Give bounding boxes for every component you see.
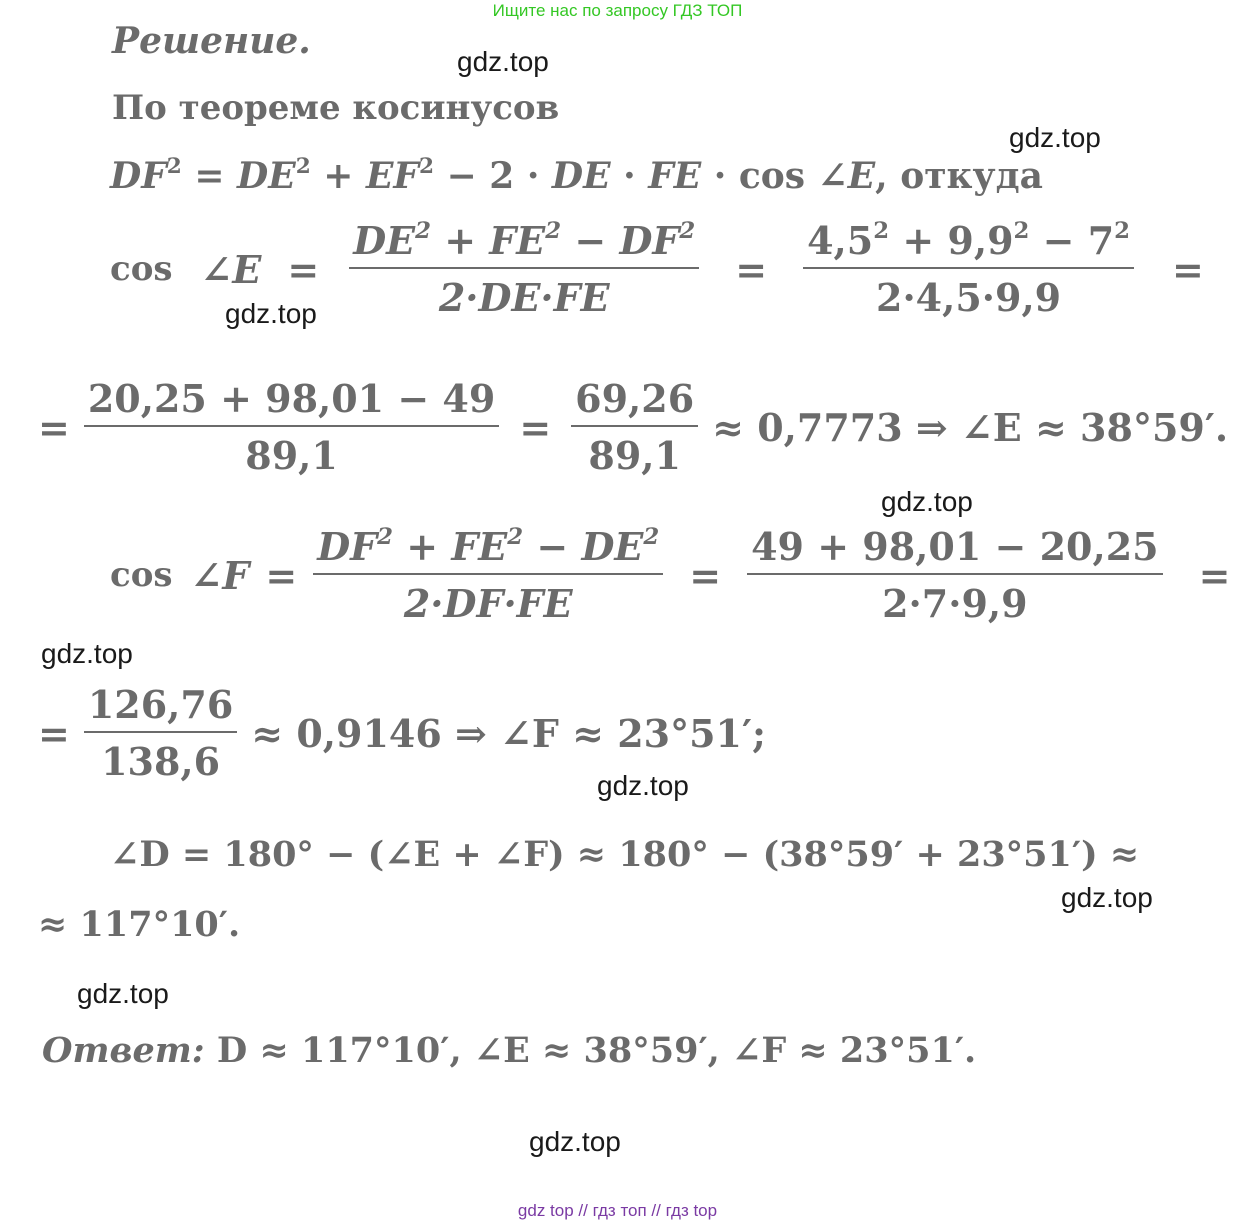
angle-d-line-1: ∠D = 180° − (∠E + ∠F) ≈ 180° − (38°59′ + 23°51′) ≈ <box>110 834 1140 875</box>
num-4-5: 4,5 <box>807 218 874 263</box>
solution-heading: Решение. <box>112 20 311 62</box>
cos-f-equation: cos ∠F = $\frac{DF^2 + FE^2 - DE^2}{2\cdot DF\cdot FE}$ = $\frac{49 + 98,01 - 20,25}{2\cdot 7\cdot 9,9}$ = <box>110 524 1231 626</box>
watermark: gdz.top <box>225 298 317 329</box>
angle-d-line-2: ≈ 117°10′. <box>38 904 241 945</box>
sum-numerator: 20,25 + 98,01 − 49 <box>87 376 496 421</box>
watermark: gdz.top <box>1061 882 1153 913</box>
result-numerator: 126,76 <box>87 682 234 727</box>
cos-f-fraction-numeric <box>747 524 1162 626</box>
result-numerator: 69,26 <box>575 376 695 421</box>
cos-f-fraction-result <box>84 682 237 784</box>
cos-e-fraction-numeric: $\frac{4,5^2 + 9,9^2 - 7^2}{2\cdot 4,5\cdot 9,9}$ <box>803 218 1134 320</box>
watermark: gdz.top <box>881 486 973 517</box>
result-denominator: 138,6 <box>101 739 221 784</box>
fraction-bar <box>747 573 1162 575</box>
cos-f-continuation: = $\frac{126,76}{138,6}$ ≈ 0,9146 ⇒ ∠F ≈ 23°51′; <box>38 682 767 784</box>
cos-e-equation: cos ∠E = $\frac{DE^2 + FE^2 - DF^2}{2\cdot DE\cdot FE}$ = $\frac{4,5^2 + 9,9^2 - 7^2}{2\cdot 4,5\cdot 9,9}$ = <box>110 218 1204 320</box>
fraction-bar <box>84 425 499 427</box>
den-numeric: 2·4,5·9,9 <box>876 275 1062 320</box>
cos-e-fraction-symbolic: $\frac{DE^2 + FE^2 - DF^2}{2\cdot DE\cdot FE}$ <box>349 218 699 320</box>
num-de: DE <box>353 218 416 263</box>
watermark: gdz.top <box>457 46 549 77</box>
num-7: 7 <box>1087 218 1115 263</box>
result-denominator: 89,1 <box>588 433 681 478</box>
intro-text: По теореме косинусов <box>112 88 560 128</box>
search-banner: Ищите нас по запросу ГДЗ ТОП <box>492 1 743 20</box>
watermark: gdz.top <box>597 770 689 801</box>
cos-e-result: ≈ 0,7773 ⇒ ∠E ≈ 38°59′. <box>712 404 1229 450</box>
answer-text: D ≈ 117°10′, ∠E ≈ 38°59′, ∠F ≈ 23°51′. <box>216 1030 977 1071</box>
cosine-law-formula: $DF^2 = DE^2 + EF^2 - 2$ · DE · FE · cos ∠E, откуда <box>110 153 1043 197</box>
cos-f-result: ≈ 0,9146 ⇒ ∠F ≈ 23°51′; <box>251 710 767 756</box>
numeric-numerator: 49 + 98,01 − 20,25 <box>751 524 1159 569</box>
sum-denominator: 89,1 <box>245 433 338 478</box>
watermark: gdz.top <box>529 1126 621 1157</box>
angle-e: ∠E <box>817 155 876 197</box>
numeric-denominator: 2·7·9,9 <box>882 581 1028 626</box>
den-symbolic: 2·DE·FE <box>438 275 610 320</box>
num-fe: FE <box>489 218 546 263</box>
num-de: DE <box>581 524 644 569</box>
cos-e-fraction-sum <box>84 376 499 478</box>
whence-text: , откуда <box>875 155 1043 197</box>
df-term: DF <box>110 155 167 197</box>
answer-label: Ответ: <box>42 1030 205 1071</box>
de-factor: DE <box>551 155 611 197</box>
watermark: gdz.top <box>41 638 133 669</box>
cos-function: cos <box>738 155 806 197</box>
fraction-bar <box>84 731 237 733</box>
num-df: DF <box>317 524 378 569</box>
watermark: gdz.top <box>77 978 169 1009</box>
cos-e-lhs-angle: ∠E <box>200 246 262 292</box>
coefficient-two: 2 <box>489 155 515 197</box>
cos-e-fraction-result <box>571 376 698 478</box>
fraction-bar <box>571 425 698 427</box>
ef-term: EF <box>365 155 419 197</box>
num-df: DF <box>619 218 680 263</box>
num-9-9: 9,9 <box>947 218 1014 263</box>
cos-f-fraction-symbolic: $\frac{DF^2 + FE^2 - DE^2}{2\cdot DF\cdot FE}$ <box>313 524 663 626</box>
den-symbolic: 2·DF·FE <box>403 581 573 626</box>
cos-e-continuation: = $\frac{20,25 + 98,01 - 49}{89,1}$ = $\frac{69,26}{89,1}$ ≈ 0,7773 ⇒ ∠E ≈ 38°59′. <box>38 376 1229 478</box>
cos-e-lhs-cos: cos <box>110 249 173 289</box>
watermark: gdz.top <box>1009 122 1101 153</box>
cos-f-lhs-cos: cos <box>110 555 173 595</box>
fraction-bar <box>803 267 1134 269</box>
answer-line <box>42 1030 976 1071</box>
fraction-bar <box>313 573 663 575</box>
footer-links: gdz top // гдз топ // гдз top <box>517 1201 718 1220</box>
de-term: DE <box>237 155 296 197</box>
fe-factor: FE <box>648 155 702 197</box>
num-fe: FE <box>451 524 508 569</box>
fraction-bar <box>349 267 699 269</box>
cos-f-lhs-angle: ∠F <box>190 552 250 598</box>
